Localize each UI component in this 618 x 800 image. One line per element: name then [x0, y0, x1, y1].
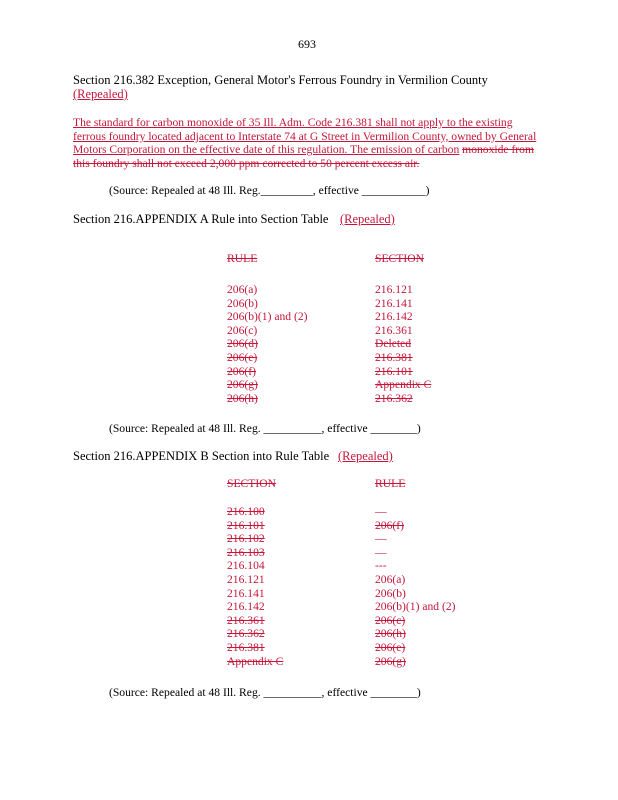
table-cell: — [375, 532, 387, 546]
table-cell: 216.103 [227, 545, 265, 559]
appendix-b-repealed: (Repealed) [338, 449, 393, 463]
appendix-b-title: Section 216.APPENDIX B Section into Rule Table [73, 449, 330, 463]
table-cell: 206(b)(1) and (2) [227, 310, 308, 324]
table-cell: 216.142 [375, 310, 413, 324]
section-216-382-source: (Source: Repealed at 48 Ill. Reg._________, effective ___________) [109, 184, 430, 197]
table-cell: Appendix C [227, 654, 284, 668]
table-cell: --- [375, 559, 387, 573]
table-cell: 206(a) [227, 283, 258, 296]
section-216-382-body-underlined: The standard for carbon monoxide of 35 Ill. Adm. Code 216.381 shall not apply to the existing ferrous foundry located adjacent to Interstate 74 at G Street in Vermilion County, owned by General Motors Corporation on the effective date of this regulation. The emission of carbon [73, 116, 537, 157]
page-number: 693 [298, 37, 316, 51]
table-cell: 206(e) [375, 640, 406, 654]
table-cell: 206(a) [375, 572, 406, 586]
table-cell: 216.101 [227, 518, 265, 532]
table-cell: 206(b) [375, 586, 406, 600]
table-cell: 216.121 [375, 283, 413, 296]
appendix-b-col2 [375, 505, 455, 668]
table-cell: Appendix C [375, 378, 432, 392]
appendix-b-col2-header: RULE [375, 477, 406, 490]
table-cell: 206(f) [375, 518, 404, 532]
table-cell: 216.104 [227, 559, 265, 573]
table-cell: Deleted [375, 337, 412, 351]
table-cell: 206(c) [375, 613, 406, 627]
appendix-a-col1-header: RULE [227, 252, 258, 265]
table-cell: 206(f) [227, 364, 256, 378]
table-cell: 216.100 [227, 505, 265, 518]
table-cell: 206(g) [227, 378, 258, 392]
table-cell: 216.102 [227, 532, 265, 546]
section-216-382-body-struck: monoxide from this foundry shall not exceed 2,000 ppm corrected to 50 percent excess air. [73, 143, 534, 170]
table-cell: 206(h) [227, 391, 258, 405]
table-cell: 216.141 [227, 586, 265, 600]
appendix-a-source: (Source: Repealed at 48 Ill. Reg. __________, effective ________) [109, 422, 421, 435]
table-cell: 206(g) [375, 654, 406, 668]
appendix-b-col1-header: SECTION [227, 477, 276, 490]
section-216-382-body [73, 116, 543, 170]
table-cell: 206(d) [227, 337, 258, 351]
table-cell: — [375, 505, 387, 518]
table-cell: 216.121 [227, 572, 265, 586]
appendix-a-col2 [375, 283, 431, 405]
table-cell: 216.141 [375, 296, 413, 310]
table-cell: 216.381 [227, 640, 265, 654]
appendix-a-repealed: (Repealed) [340, 212, 395, 226]
table-cell: 216.361 [375, 323, 413, 337]
section-216-382-title: Section 216.382 Exception, General Motor's Ferrous Foundry in Vermilion County [73, 73, 488, 87]
appendix-b-source: (Source: Repealed at 48 Ill. Reg. __________, effective ________) [109, 686, 421, 699]
table-cell: 216.362 [375, 391, 413, 405]
appendix-b-col1 [227, 505, 283, 668]
table-cell: 206(c) [227, 323, 258, 337]
section-216-382-repealed: (Repealed) [73, 87, 128, 101]
table-cell: 216.101 [375, 364, 413, 378]
table-cell: 206(e) [227, 350, 258, 364]
table-cell: 206(b) [227, 296, 258, 310]
table-cell: 216.142 [227, 600, 265, 614]
appendix-a-col2-header: SECTION [375, 252, 424, 265]
appendix-a-title: Section 216.APPENDIX A Rule into Section Table [73, 212, 329, 226]
table-cell: — [375, 545, 387, 559]
table-cell: 216.381 [375, 350, 413, 364]
table-cell: 206(b)(1) and (2) [375, 600, 456, 614]
table-cell: 216.361 [227, 613, 265, 627]
appendix-a-col1 [227, 283, 307, 405]
table-cell: 216.362 [227, 627, 265, 641]
table-cell: 206(h) [375, 627, 406, 641]
